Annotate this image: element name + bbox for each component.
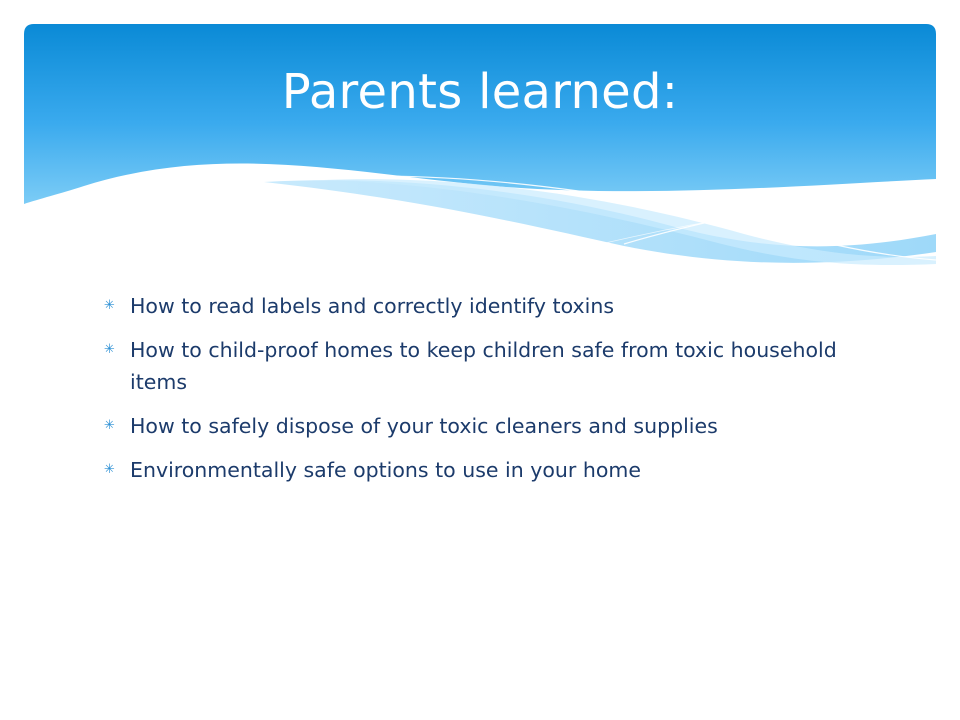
list-item <box>104 290 844 322</box>
list-item <box>104 454 844 486</box>
asterisk-bullet-icon: ✳ <box>104 418 115 433</box>
bullet-text: How to safely dispose of your toxic cleaners and supplies <box>130 414 718 438</box>
bullet-text: How to child-proof homes to keep children safe from toxic household items <box>130 338 837 394</box>
bullet-text: Environmentally safe options to use in your home <box>130 458 641 482</box>
asterisk-bullet-icon: ✳ <box>104 298 115 313</box>
slide-title: Parents learned: <box>281 64 679 120</box>
list-item <box>104 334 844 398</box>
header-wave-graphic <box>24 24 936 274</box>
asterisk-bullet-icon: ✳ <box>104 342 115 357</box>
bullet-list <box>104 290 844 498</box>
bullet-text: How to read labels and correctly identify toxins <box>130 294 615 318</box>
asterisk-bullet-icon: ✳ <box>104 462 115 477</box>
header-band <box>24 24 936 274</box>
list-item <box>104 410 844 442</box>
